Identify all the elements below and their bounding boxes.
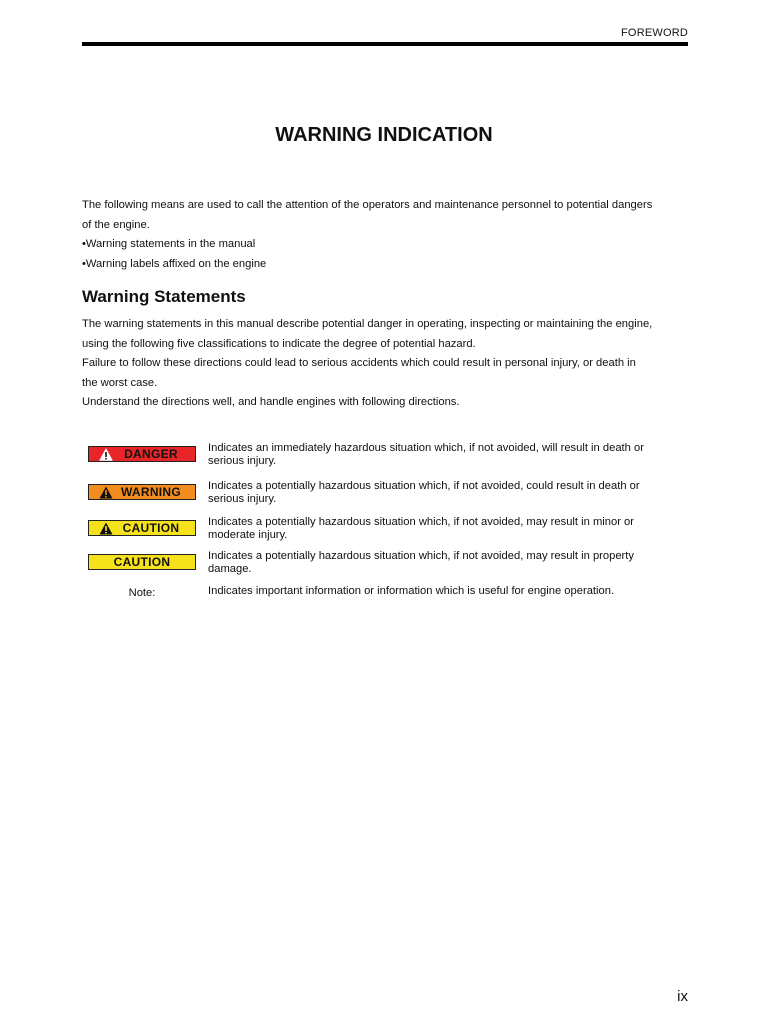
statement-line: Failure to follow these directions could lead to serious accidents which could result in personal injury, or death in bbox=[82, 357, 636, 369]
intro-line: The following means are used to call the attention of the operators and maintenance personnel to potential dangers bbox=[82, 199, 653, 211]
sign-label: DANGER bbox=[124, 447, 178, 461]
legend-description: Indicates a potentially hazardous situation which, if not avoided, could result in death or serious injury. bbox=[208, 480, 640, 505]
warning-sign bbox=[88, 484, 196, 500]
sign-label: CAUTION bbox=[122, 521, 180, 535]
legend-description: Indicates an immediately hazardous situation which, if not avoided, will result in death or serious injury. bbox=[208, 442, 644, 467]
sign-label: WARNING bbox=[120, 485, 182, 499]
caution-sign-plain bbox=[88, 554, 196, 570]
page-number: ix bbox=[677, 988, 688, 1005]
page-title: WARNING INDICATION bbox=[275, 124, 493, 146]
danger-sign bbox=[88, 446, 196, 462]
note-label: Note: bbox=[128, 587, 156, 599]
header-section-label: FOREWORD bbox=[621, 27, 688, 39]
statement-line: The warning statements in this manual describe potential danger in operating, inspecting or maintaining the engine, bbox=[82, 318, 653, 330]
intro-paragraph bbox=[82, 196, 692, 274]
legend-description: Indicates a potentially hazardous situation which, if not avoided, may result in property damage. bbox=[208, 550, 634, 575]
legend-description: Indicates a potentially hazardous situation which, if not avoided, may result in minor or moderate injury. bbox=[208, 516, 634, 541]
caution-sign bbox=[88, 520, 196, 536]
intro-line: of the engine. bbox=[82, 218, 150, 231]
warning-triangle-icon bbox=[99, 486, 113, 499]
legend-description: Indicates important information or information which is useful for engine operation. bbox=[208, 585, 615, 597]
intro-bullet: •Warning labels affixed on the engine bbox=[82, 257, 267, 270]
intro-bullet: •Warning statements in the manual bbox=[82, 238, 256, 250]
warning-statements-paragraph bbox=[82, 315, 692, 413]
header-rule bbox=[82, 42, 688, 46]
statement-line: Understand the directions well, and handle engines with following directions. bbox=[82, 396, 460, 408]
sign-label: CAUTION bbox=[113, 555, 171, 569]
warning-triangle-icon bbox=[99, 522, 113, 535]
statement-line: using the following five classifications to indicate the degree of potential hazard. bbox=[82, 337, 476, 350]
statement-line: the worst case. bbox=[82, 376, 158, 389]
section-heading-warning-statements: Warning Statements bbox=[82, 287, 246, 306]
warning-triangle-icon bbox=[99, 448, 113, 461]
